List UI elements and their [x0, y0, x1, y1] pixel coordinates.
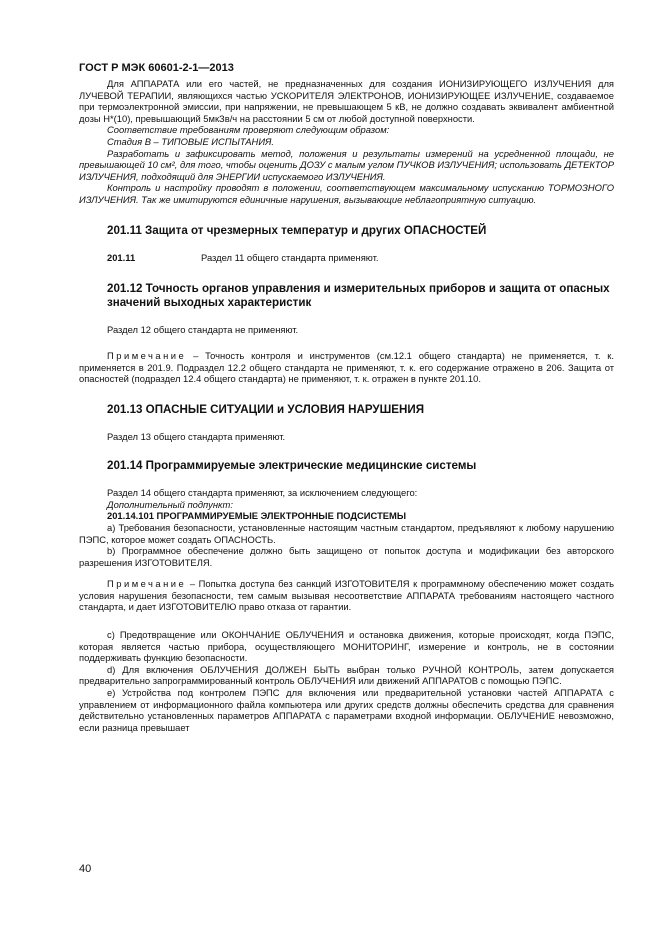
note-201-12 — [79, 350, 614, 385]
item-c: c) Предотвращение или ОКОНЧАНИЕ ОБЛУЧЕНИЯ и остановка движения, которые происходят, когда ПЭПС, которая является частью прибора, осуществляющего МОНИТОРИНГ, измерение и контроль, не в состоянии поддерживать функцию безопасности. — [79, 629, 614, 664]
section-number: 201.11 — [107, 251, 136, 263]
document-body — [79, 78, 614, 733]
control-paragraph: Контроль и настройку проводят в положении, соответствующем максимальному испусканию ТОРМОЗНОГО ИЗЛУЧЕНИЯ. Так же имитируются единичные нарушения, вызывающие неблагоприятную ситуацию. — [79, 182, 614, 205]
section-201-12-text: Раздел 12 общего стандарта не применяют. — [107, 324, 299, 336]
note-label: Примечание — [107, 349, 187, 361]
item-e: e) Устройства под контролем ПЭПС для включения или предварительной установки частей АППАРАТА с управлением от информационного файла компьютера или других средств должны обеспечить средства для сравнения действительно установленных параметров АППАРАТА с параметрами входной информации. ОБЛУЧЕНИЕ невозможно, если разница превышает — [79, 687, 614, 733]
note-text: – Попытка доступа без санкций ИЗГОТОВИТЕЛЯ к программному обеспечению может создать условия нарушения безопасности, тем самым вызывая несоответствие АППАРАТА требованиям настоящего частного стандарта, и дает ИЗГОТОВИТЕЛЮ право отказа от гарантии. — [79, 578, 614, 613]
page-header: ГОСТ Р МЭК 60601-2-1—2013 — [79, 62, 234, 74]
section-heading-201-13: 201.13 ОПАСНЫЕ СИТУАЦИИ и УСЛОВИЯ НАРУШЕНИЯ — [107, 402, 425, 416]
item-a: a) Требования безопасности, установленные настоящим частным стандартом, предъявляют к любому нарушению ПЭПС, которое может создать ОПАСНОСТЬ. — [79, 521, 614, 545]
note-label: Примечание — [107, 578, 187, 590]
item-b: b) Программное обеспечение должно быть защищено от попыток доступа и модификации без авторского разрешения ИЗГОТОВИТЕЛЯ. — [79, 545, 614, 568]
item-d: d) Для включения ОБЛУЧЕНИЯ ДОЛЖЕН БЫТЬ выбран только РУЧНОЙ КОНТРОЛЬ, затем допускается предварительно запрограммированный контроль ОБЛУЧЕНИЯ или движений АППАРАТОВ с помощью ПЭПС. — [79, 663, 614, 687]
section-201-11-row — [107, 252, 614, 264]
note-201-14 — [79, 578, 614, 613]
section-201-13-text: Раздел 13 общего стандарта применяют. — [107, 431, 286, 443]
compliance-statement: Соответствие требованиям проверяют следующим образом: — [107, 124, 390, 136]
note-text: – Точность контроля и инструментов (см.12.1 общего стандарта) не применяется, т. к. применяется в 201.9. Подраздел 12.2 общего стандарта не применяют, т. к. его содержание отражено в 206. Защита от опасностей (подраздел 12.4 общего стандарта) не применяют, т. к. отражен в пункте 201.10. — [79, 349, 614, 385]
section-heading-201-14: 201.14 Программируемые электрические медицинские системы — [107, 458, 477, 472]
method-paragraph: Разработать и зафиксировать метод, положения и результаты измерений на усредненной площади, не превышающей 10 см², для того, чтобы оценить ДОЗУ с малым углом ПУЧКОВ ИЗЛУЧЕНИЯ; использовать ДЕТЕКТОР ИЗЛУЧЕНИЯ, подходящий для ЭНЕРГИИ испускаемого ИЗЛУЧЕНИЯ. — [79, 147, 614, 182]
stage-line: Стадия В – ТИПОВЫЕ ИСПЫТАНИЯ. — [107, 135, 275, 147]
page-number: 40 — [79, 863, 92, 875]
section-heading-201-12: 201.12 Точность органов управления и измерительных приборов и защита от опасных значений выходных характеристик — [107, 281, 610, 309]
additional-subclause: Дополнительный подпункт: — [107, 498, 233, 510]
section-heading-201-11: 201.11 Защита от чрезмерных температур и других ОПАСНОСТЕЙ — [107, 223, 487, 237]
section-201-14-text: Раздел 14 общего стандарта применяют, за исключением следующего: — [107, 487, 418, 499]
section-text: Раздел 11 общего стандарта применяют. — [201, 251, 379, 263]
intro-paragraph: Для АППАРАТА или его частей, не предназначенных для создания ИОНИЗИРУЮЩЕГО ИЗЛУЧЕНИЯ для ЛУЧЕВОЙ ТЕРАПИИ, являющихся частью УСКОРИТЕЛЯ ЭЛЕКТРОНОВ, ИОНИЗИРУЮЩЕЕ ИЗЛУЧЕНИЕ, создаваемое при термоэлектронной эмиссии, при напряжении, не превышающем 5 кВ, не должно создавать эквивалент амбиентной дозы Н*(10), превышающий 5мкЗв/ч на расстоянии 5 см от любой доступной поверхности. — [79, 78, 614, 124]
subclause-heading: 201.14.101 ПРОГРАММИРУЕМЫЕ ЭЛЕКТРОННЫЕ ПОДСИСТЕМЫ — [107, 510, 407, 522]
